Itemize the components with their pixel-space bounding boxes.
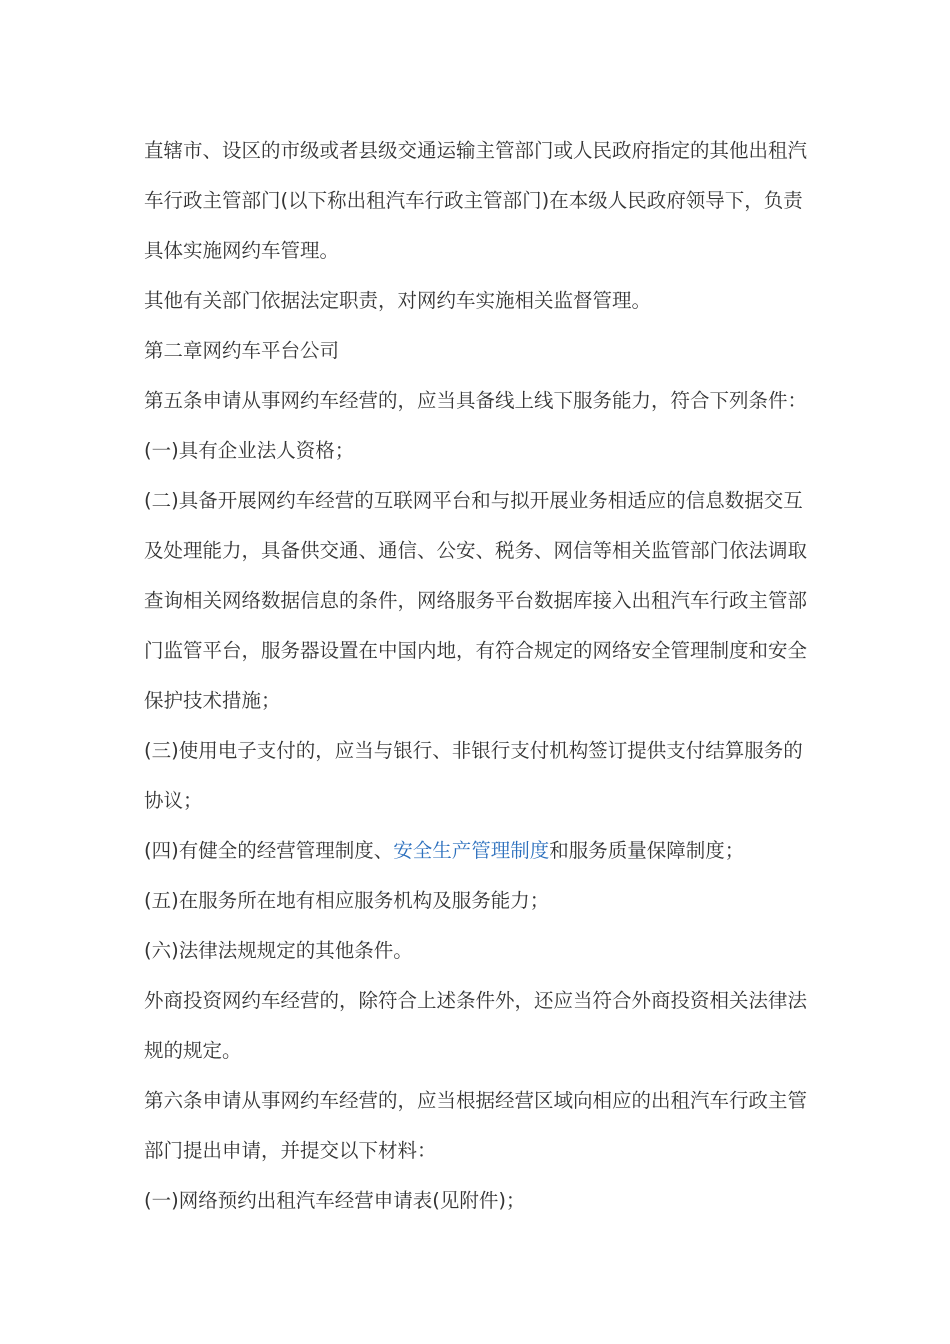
text-line: 保护技术措施； [144, 689, 281, 712]
document-body [144, 126, 808, 1226]
text-line: 直辖市、设区的市级或者县级交通运输主管部门或人民政府指定的其他出租汽 [144, 139, 808, 162]
text-line: 门监管平台，服务器设置在中国内地，有符合规定的网络安全管理制度和安全 [144, 639, 808, 662]
text-segment: (四)有健全的经营管理制度、 [144, 839, 394, 862]
safety-management-link[interactable]: 安全生产管理制度 [393, 839, 550, 862]
text-line: (一)具有企业法人资格； [144, 439, 355, 462]
text-line: 查询相关网络数据信息的条件，网络服务平台数据库接入出租汽车行政主管部 [144, 589, 808, 612]
text-line: (五)在服务所在地有相应服务机构及服务能力； [144, 889, 550, 912]
text-line: 车行政主管部门(以下称出租汽车行政主管部门)在本级人民政府领导下，负责 [144, 189, 803, 212]
text-line: (一)网络预约出租汽车经营申请表(见附件)； [144, 1189, 526, 1212]
text-line: 部门提出申请，并提交以下材料： [144, 1139, 437, 1162]
text-line: 其他有关部门依据法定职责，对网约车实施相关监督管理。 [144, 289, 652, 312]
text-line: 第五条申请从事网约车经营的，应当具备线上线下服务能力，符合下列条件： [144, 389, 808, 412]
text-line: 第六条申请从事网约车经营的，应当根据经营区域向相应的出租汽车行政主管 [144, 1089, 808, 1112]
text-segment: 和服务质量保障制度； [549, 839, 745, 862]
text-line: 协议； [144, 789, 203, 812]
text-line: (二)具备开展网约车经营的互联网平台和与拟开展业务相适应的信息数据交互 [144, 489, 803, 512]
text-line: (六)法律法规规定的其他条件。 [144, 939, 413, 962]
text-line-with-link [144, 826, 800, 876]
chapter-heading: 第二章网约车平台公司 [144, 339, 340, 362]
text-line: (三)使用电子支付的，应当与银行、非银行支付机构签订提供支付结算服务的 [144, 739, 803, 762]
text-line: 具体实施网约车管理。 [144, 239, 340, 262]
text-line: 外商投资网约车经营的，除符合上述条件外，还应当符合外商投资相关法律法 [144, 989, 808, 1012]
text-line: 规的规定。 [144, 1039, 242, 1062]
text-line: 及处理能力，具备供交通、通信、公安、税务、网信等相关监管部门依法调取 [144, 539, 808, 562]
